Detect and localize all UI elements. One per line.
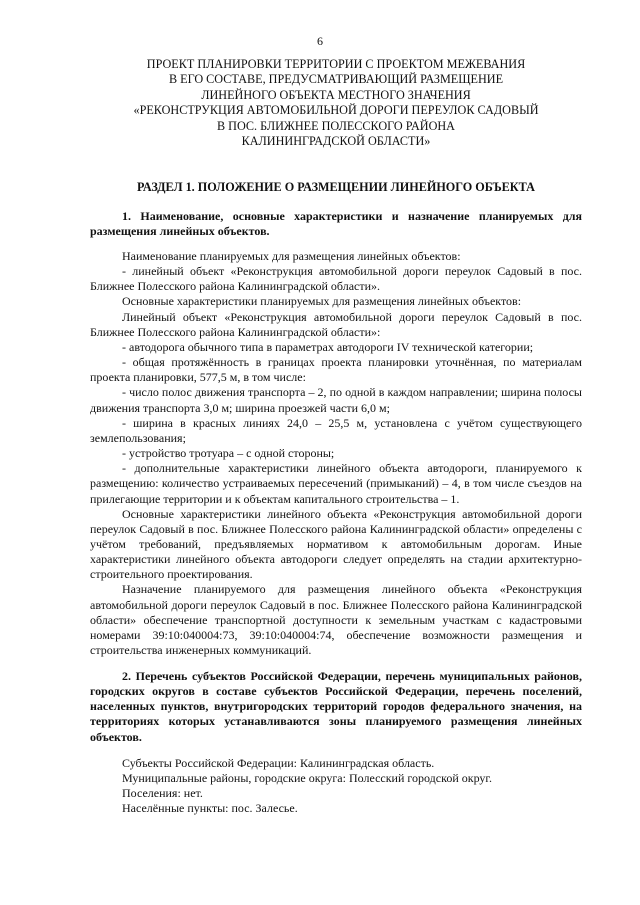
paragraph: - дополнительные характеристики линейного объекта автодороги, планируемого к размещению: количество устраиваемых пересечений (примыканий) – 4, в том числе съездов на прилегающие территории и к объектам капитального строительства – 1. <box>90 461 582 506</box>
paragraph: Основные характеристики планируемых для размещения линейных объектов: <box>122 294 522 309</box>
section-1-body <box>90 249 582 658</box>
paragraph: - линейный объект «Реконструкция автомобильной дороги переулок Садовый в пос. Ближнее Полесского района Калининградской области». <box>90 264 582 294</box>
section-title: РАЗДЕЛ 1. ПОЛОЖЕНИЕ О РАЗМЕЩЕНИИ ЛИНЕЙНОГО ОБЪЕКТА <box>137 180 535 194</box>
paragraph: - число полос движения транспорта – 2, по одной в каждом направлении; ширина полосы движения транспорта 3,0 м; ширина проезжей части 6,0 м; <box>90 385 582 415</box>
title-line: ПРОЕКТ ПЛАНИРОВКИ ТЕРРИТОРИИ С ПРОЕКТОМ МЕЖЕВАНИЯ <box>146 57 526 71</box>
title-line: В ЕГО СОСТАВЕ, ПРЕДУСМАТРИВАЮЩИЙ РАЗМЕЩЕНИЕ <box>168 72 504 87</box>
page-number: 6 <box>317 34 323 48</box>
paragraph: - ширина в красных линиях 24,0 – 25,5 м, установлена с учётом существующего землепользования; <box>90 415 582 445</box>
heading-2: 2. Перечень субъектов Российской Федерации, перечень муниципальных районов, городских округов в составе субъектов Российской Федерации, перечень поселений, населенных пунктов, внутригородских территорий городов федерального значения, на территориях которых устанавливаются зоны планируемого размещения линейных объектов. <box>90 669 582 744</box>
paragraph: - общая протяжённость в границах проекта планировки уточнённая, по материалам проекта планировки, 577,5 м, в том числе: <box>90 355 582 385</box>
paragraph: Основные характеристики линейного объекта «Реконструкция автомобильной дороги переулок Садовый в пос. Ближнее Полесского района Калининградской области» определены с учётом требований, предъявляемых нормативом к автомобильным дорогам. Иные характеристики линейного объекта автодороги следует определять на стадии архитектурно-строительного проектирования. <box>90 506 582 582</box>
paragraph: Муниципальные районы, городские округа: Полесский городской округ. <box>122 771 492 786</box>
paragraph: - устройство тротуара – с одной стороны; <box>122 446 335 461</box>
title-line: В ПОС. БЛИЖНЕЕ ПОЛЕССКОГО РАЙОНА <box>217 118 455 133</box>
heading-1: 1. Наименование, основные характеристики и назначение планируемых для размещения линейных объектов. <box>90 209 582 239</box>
section-2-body <box>90 756 582 817</box>
paragraph: Поселения: нет. <box>122 786 203 801</box>
document-title <box>110 57 562 149</box>
title-line: КАЛИНИНГРАДСКОЙ ОБЛАСТИ» <box>241 134 431 149</box>
title-line: ЛИНЕЙНОГО ОБЪЕКТА МЕСТНОГО ЗНАЧЕНИЯ <box>201 87 471 102</box>
paragraph: Наименование планируемых для размещения линейных объектов: <box>122 249 461 263</box>
paragraph: Назначение планируемого для размещения линейного объекта «Реконструкция автомобильной дороги переулок Садовый в пос. Ближнее Полесского района Калининградской области» обеспечение транспортной доступности к земельным участкам с кадастровыми номерами 39:10:040004:73, 39:10:040004:74, обеспечение возможности размещения и строительства инженерных коммуникаций. <box>90 582 582 658</box>
title-line: «РЕКОНСТРУКЦИЯ АВТОМОБИЛЬНОЙ ДОРОГИ ПЕРЕУЛОК САДОВЫЙ <box>133 103 539 118</box>
heading-1-block <box>90 209 582 239</box>
paragraph: Населённые пункты: пос. Залесье. <box>122 801 298 816</box>
paragraph: Линейный объект «Реконструкция автомобильной дороги переулок Садовый в пос. Ближнее Полесского района Калининградской области»: <box>90 309 582 339</box>
paragraph: Субъекты Российской Федерации: Калининградская область. <box>122 756 435 770</box>
paragraph: - автодорога обычного типа в параметрах автодороги IV технической категории; <box>122 339 534 354</box>
heading-2-block <box>90 669 582 745</box>
